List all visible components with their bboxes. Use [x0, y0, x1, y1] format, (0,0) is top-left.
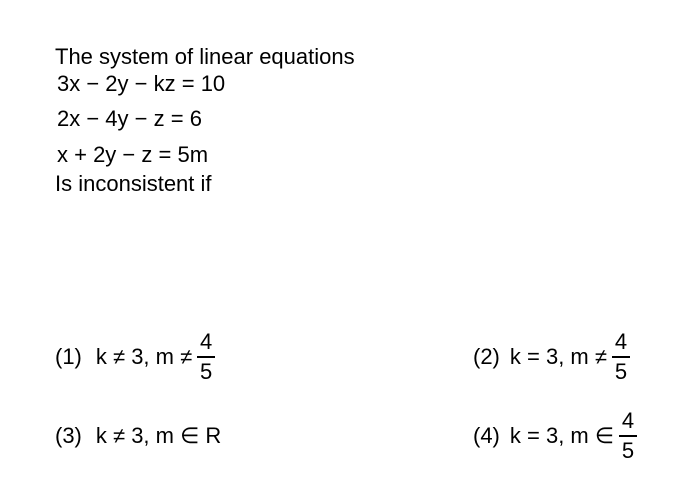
equation-2: 2x − 4y − z = 6	[57, 106, 202, 131]
option-3[interactable]	[55, 408, 221, 464]
option-2-fraction-bar	[612, 356, 630, 358]
option-4-text: k = 3, m ∈	[509, 423, 615, 448]
equation-1: 3x − 2y − kz = 10	[57, 71, 226, 96]
option-1-fraction-numerator: 4	[200, 329, 213, 354]
option-2-text: k = 3, m ≠	[509, 344, 607, 369]
question-outro: Is inconsistent if	[55, 171, 212, 196]
option-4-fraction	[619, 409, 637, 463]
equation-3: x + 2y − z = 5m	[57, 142, 209, 167]
option-2-fraction-numerator: 4	[614, 329, 628, 354]
option-2[interactable]	[473, 327, 630, 387]
option-2-fraction-denominator: 5	[614, 359, 628, 384]
option-4-fraction-numerator: 4	[621, 408, 635, 433]
option-4-number: (4)	[473, 423, 500, 448]
option-1-fraction-denominator: 5	[200, 359, 213, 384]
option-1-fraction	[197, 330, 215, 384]
option-1[interactable]	[55, 327, 215, 387]
option-1-fraction-bar	[197, 356, 215, 358]
option-1-text: k ≠ 3, m ≠	[95, 344, 193, 369]
option-3-text: k ≠ 3, m ∈ R	[95, 423, 222, 448]
question-intro: The system of linear equations	[55, 44, 355, 69]
option-3-number: (3)	[55, 423, 82, 448]
option-2-number: (2)	[473, 344, 500, 369]
option-4-fraction-bar	[619, 435, 637, 437]
option-4[interactable]	[473, 408, 637, 464]
option-1-number: (1)	[55, 344, 82, 369]
option-2-fraction	[612, 330, 630, 384]
option-4-fraction-denominator: 5	[621, 438, 635, 463]
